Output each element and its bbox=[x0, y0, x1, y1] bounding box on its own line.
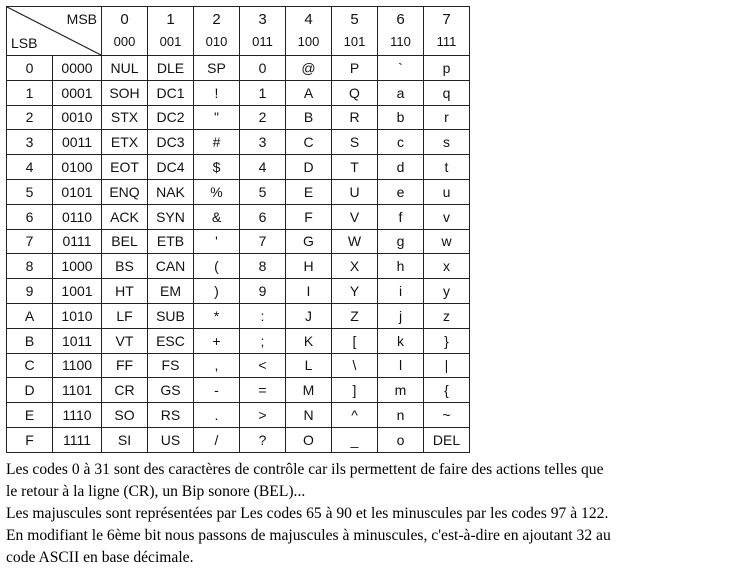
ascii-cell: ? bbox=[240, 427, 286, 452]
ascii-cell: VT bbox=[102, 328, 148, 353]
ascii-cell: ) bbox=[194, 279, 240, 304]
row-lsb-binary: 0011 bbox=[53, 130, 102, 155]
ascii-cell: . bbox=[194, 403, 240, 428]
ascii-cell: CAN bbox=[148, 254, 194, 279]
ascii-cell: f bbox=[378, 204, 424, 229]
ascii-cell: DC4 bbox=[148, 155, 194, 180]
ascii-cell: S bbox=[332, 130, 378, 155]
ascii-cell: n bbox=[378, 403, 424, 428]
ascii-cell: LF bbox=[102, 303, 148, 328]
column-header: 5 101 bbox=[332, 7, 378, 56]
ascii-cell: SYN bbox=[148, 204, 194, 229]
ascii-cell: US bbox=[148, 427, 194, 452]
ascii-cell: 6 bbox=[240, 204, 286, 229]
ascii-cell: GS bbox=[148, 378, 194, 403]
caption-line: code ASCII en base décimale. bbox=[6, 549, 194, 566]
ascii-cell: G bbox=[286, 229, 332, 254]
ascii-cell: J bbox=[286, 303, 332, 328]
ascii-cell: A bbox=[286, 80, 332, 105]
ascii-cell: E bbox=[286, 179, 332, 204]
ascii-cell: y bbox=[424, 279, 470, 304]
ascii-cell: u bbox=[424, 179, 470, 204]
ascii-cell: $ bbox=[194, 155, 240, 180]
ascii-cell: _ bbox=[332, 427, 378, 452]
ascii-cell: r bbox=[424, 105, 470, 130]
column-header: 1 001 bbox=[148, 7, 194, 56]
ascii-cell: c bbox=[378, 130, 424, 155]
header-row bbox=[7, 7, 470, 56]
table-row bbox=[7, 254, 470, 279]
ascii-cell: I bbox=[286, 279, 332, 304]
row-lsb-hex: C bbox=[7, 353, 53, 378]
ascii-cell: % bbox=[194, 179, 240, 204]
column-header: 3 011 bbox=[240, 7, 286, 56]
ascii-cell: s bbox=[424, 130, 470, 155]
ascii-cell: @ bbox=[286, 56, 332, 81]
ascii-table-body bbox=[7, 7, 470, 453]
column-header: 7 111 bbox=[424, 7, 470, 56]
row-lsb-binary: 1110 bbox=[53, 403, 102, 428]
row-lsb-hex: 8 bbox=[7, 254, 53, 279]
ascii-cell: Q bbox=[332, 80, 378, 105]
ascii-cell: Z bbox=[332, 303, 378, 328]
ascii-cell: STX bbox=[102, 105, 148, 130]
ascii-cell: EM bbox=[148, 279, 194, 304]
ascii-cell: EOT bbox=[102, 155, 148, 180]
ascii-cell: T bbox=[332, 155, 378, 180]
ascii-cell: g bbox=[378, 229, 424, 254]
ascii-cell: BS bbox=[102, 254, 148, 279]
ascii-cell: FS bbox=[148, 353, 194, 378]
ascii-cell: ETB bbox=[148, 229, 194, 254]
ascii-cell: q bbox=[424, 80, 470, 105]
ascii-cell: k bbox=[378, 328, 424, 353]
ascii-cell: o bbox=[378, 427, 424, 452]
caption-line: En modifiant le 6ème bit nous passons de majuscules à minuscules, c'est-à-dire en ajoutant 32 au bbox=[6, 527, 611, 544]
ascii-cell: H bbox=[286, 254, 332, 279]
ascii-cell: 0 bbox=[240, 56, 286, 81]
table-row bbox=[7, 105, 470, 130]
ascii-cell: O bbox=[286, 427, 332, 452]
ascii-cell: N bbox=[286, 403, 332, 428]
row-lsb-hex: 0 bbox=[7, 56, 53, 81]
row-lsb-hex: 4 bbox=[7, 155, 53, 180]
ascii-cell: FF bbox=[102, 353, 148, 378]
row-lsb-binary: 1001 bbox=[53, 279, 102, 304]
ascii-cell: NAK bbox=[148, 179, 194, 204]
row-lsb-hex: F bbox=[7, 427, 53, 452]
ascii-cell: SUB bbox=[148, 303, 194, 328]
ascii-cell: RS bbox=[148, 403, 194, 428]
table-row bbox=[7, 204, 470, 229]
table-row bbox=[7, 80, 470, 105]
row-lsb-hex: 9 bbox=[7, 279, 53, 304]
ascii-cell: M bbox=[286, 378, 332, 403]
ascii-cell: e bbox=[378, 179, 424, 204]
ascii-cell: Y bbox=[332, 279, 378, 304]
ascii-cell: ; bbox=[240, 328, 286, 353]
ascii-cell: 4 bbox=[240, 155, 286, 180]
ascii-cell: ESC bbox=[148, 328, 194, 353]
table-row bbox=[7, 279, 470, 304]
table-row bbox=[7, 427, 470, 452]
ascii-cell: 3 bbox=[240, 130, 286, 155]
ascii-cell: * bbox=[194, 303, 240, 328]
row-lsb-binary: 0101 bbox=[53, 179, 102, 204]
ascii-table bbox=[6, 6, 470, 453]
ascii-cell: SOH bbox=[102, 80, 148, 105]
ascii-cell: " bbox=[194, 105, 240, 130]
ascii-cell: : bbox=[240, 303, 286, 328]
ascii-cell: C bbox=[286, 130, 332, 155]
row-lsb-hex: 6 bbox=[7, 204, 53, 229]
ascii-cell: , bbox=[194, 353, 240, 378]
ascii-cell: a bbox=[378, 80, 424, 105]
ascii-cell: BEL bbox=[102, 229, 148, 254]
caption-line: Les majuscules sont représentées par Les codes 65 à 90 et les minuscules par les codes 97 à 122. bbox=[6, 505, 609, 522]
column-header: 4 100 bbox=[286, 7, 332, 56]
row-lsb-binary: 0010 bbox=[53, 105, 102, 130]
ascii-cell: & bbox=[194, 204, 240, 229]
row-lsb-binary: 0001 bbox=[53, 80, 102, 105]
table-row bbox=[7, 303, 470, 328]
ascii-cell: F bbox=[286, 204, 332, 229]
table-row bbox=[7, 378, 470, 403]
row-lsb-hex: 2 bbox=[7, 105, 53, 130]
caption-line: Les codes 0 à 31 sont des caractères de contrôle car ils permettent de faire des actions telles que bbox=[6, 461, 604, 478]
ascii-cell: } bbox=[424, 328, 470, 353]
ascii-cell: DC1 bbox=[148, 80, 194, 105]
row-lsb-binary: 1011 bbox=[53, 328, 102, 353]
ascii-cell: v bbox=[424, 204, 470, 229]
column-header: 6 110 bbox=[378, 7, 424, 56]
ascii-cell: w bbox=[424, 229, 470, 254]
ascii-cell: { bbox=[424, 378, 470, 403]
ascii-cell: V bbox=[332, 204, 378, 229]
ascii-cell: x bbox=[424, 254, 470, 279]
corner-header-cell bbox=[7, 7, 102, 56]
row-lsb-binary: 0000 bbox=[53, 56, 102, 81]
ascii-cell: ENQ bbox=[102, 179, 148, 204]
ascii-cell: m bbox=[378, 378, 424, 403]
ascii-cell: i bbox=[378, 279, 424, 304]
ascii-cell: P bbox=[332, 56, 378, 81]
ascii-cell: d bbox=[378, 155, 424, 180]
ascii-cell: p bbox=[424, 56, 470, 81]
row-lsb-binary: 1111 bbox=[53, 427, 102, 452]
ascii-cell: W bbox=[332, 229, 378, 254]
row-lsb-hex: 7 bbox=[7, 229, 53, 254]
ascii-cell: DC2 bbox=[148, 105, 194, 130]
ascii-cell: DEL bbox=[424, 427, 470, 452]
ascii-cell: HT bbox=[102, 279, 148, 304]
row-lsb-binary: 1101 bbox=[53, 378, 102, 403]
row-lsb-hex: B bbox=[7, 328, 53, 353]
ascii-cell: L bbox=[286, 353, 332, 378]
ascii-cell: ' bbox=[194, 229, 240, 254]
ascii-cell: U bbox=[332, 179, 378, 204]
table-row bbox=[7, 403, 470, 428]
row-lsb-binary: 1000 bbox=[53, 254, 102, 279]
row-lsb-hex: 1 bbox=[7, 80, 53, 105]
ascii-cell: + bbox=[194, 328, 240, 353]
column-header: 0 000 bbox=[102, 7, 148, 56]
ascii-cell: h bbox=[378, 254, 424, 279]
ascii-cell: R bbox=[332, 105, 378, 130]
ascii-cell: SI bbox=[102, 427, 148, 452]
ascii-cell: DLE bbox=[148, 56, 194, 81]
table-row bbox=[7, 130, 470, 155]
ascii-cell: ] bbox=[332, 378, 378, 403]
column-header: 2 010 bbox=[194, 7, 240, 56]
caption-line: le retour à la ligne (CR), un Bip sonore (BEL)... bbox=[6, 483, 306, 500]
row-lsb-binary: 0100 bbox=[53, 155, 102, 180]
ascii-cell: | bbox=[424, 353, 470, 378]
row-lsb-hex: 3 bbox=[7, 130, 53, 155]
row-lsb-hex: E bbox=[7, 403, 53, 428]
ascii-cell: D bbox=[286, 155, 332, 180]
ascii-cell: \ bbox=[332, 353, 378, 378]
ascii-cell: ~ bbox=[424, 403, 470, 428]
table-row bbox=[7, 56, 470, 81]
ascii-cell: DC3 bbox=[148, 130, 194, 155]
ascii-cell: 1 bbox=[240, 80, 286, 105]
row-lsb-binary: 1010 bbox=[53, 303, 102, 328]
ascii-cell: 9 bbox=[240, 279, 286, 304]
ascii-cell: < bbox=[240, 353, 286, 378]
ascii-cell: # bbox=[194, 130, 240, 155]
table-row bbox=[7, 353, 470, 378]
ascii-cell: j bbox=[378, 303, 424, 328]
ascii-cell: - bbox=[194, 378, 240, 403]
row-lsb-hex: 5 bbox=[7, 179, 53, 204]
ascii-cell: 5 bbox=[240, 179, 286, 204]
table-row bbox=[7, 155, 470, 180]
msb-label: MSB bbox=[66, 11, 97, 27]
ascii-cell: K bbox=[286, 328, 332, 353]
row-lsb-binary: 0111 bbox=[53, 229, 102, 254]
ascii-cell: 7 bbox=[240, 229, 286, 254]
ascii-cell: z bbox=[424, 303, 470, 328]
ascii-cell: / bbox=[194, 427, 240, 452]
ascii-cell: ! bbox=[194, 80, 240, 105]
ascii-cell: > bbox=[240, 403, 286, 428]
ascii-cell: B bbox=[286, 105, 332, 130]
ascii-cell: X bbox=[332, 254, 378, 279]
ascii-cell: ACK bbox=[102, 204, 148, 229]
ascii-cell: 8 bbox=[240, 254, 286, 279]
ascii-cell: ` bbox=[378, 56, 424, 81]
row-lsb-binary: 1100 bbox=[53, 353, 102, 378]
ascii-cell: SP bbox=[194, 56, 240, 81]
table-row bbox=[7, 229, 470, 254]
lsb-label: LSB bbox=[11, 35, 38, 51]
table-row bbox=[7, 328, 470, 353]
ascii-table-container bbox=[6, 6, 470, 453]
row-lsb-hex: D bbox=[7, 378, 53, 403]
row-lsb-hex: A bbox=[7, 303, 53, 328]
ascii-cell: ( bbox=[194, 254, 240, 279]
ascii-cell: ETX bbox=[102, 130, 148, 155]
ascii-cell: NUL bbox=[102, 56, 148, 81]
ascii-cell: ^ bbox=[332, 403, 378, 428]
ascii-cell: CR bbox=[102, 378, 148, 403]
ascii-cell: l bbox=[378, 353, 424, 378]
ascii-cell: = bbox=[240, 378, 286, 403]
table-row bbox=[7, 179, 470, 204]
ascii-cell: 2 bbox=[240, 105, 286, 130]
row-lsb-binary: 0110 bbox=[53, 204, 102, 229]
ascii-cell: [ bbox=[332, 328, 378, 353]
ascii-cell: t bbox=[424, 155, 470, 180]
caption-text bbox=[6, 459, 744, 569]
ascii-cell: b bbox=[378, 105, 424, 130]
ascii-cell: SO bbox=[102, 403, 148, 428]
